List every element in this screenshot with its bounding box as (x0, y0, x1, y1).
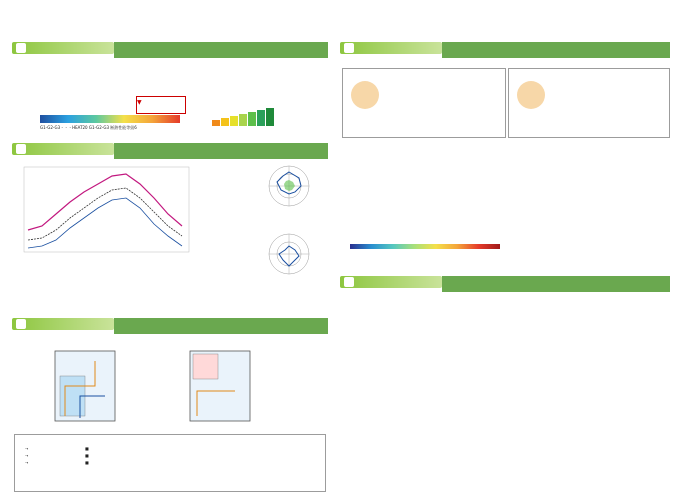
window-icon (16, 319, 26, 329)
weather-icon (16, 144, 26, 154)
overview-desc (114, 42, 328, 58)
ua-scale-ticks: G1-G2-G3・・・HEAT20 G1-G2-G3 断熱性能等級6 (40, 125, 137, 130)
vent-header (12, 318, 114, 330)
floor2-plan (185, 346, 255, 426)
ua-scale-bar (40, 115, 180, 123)
down-arrow-icon: ▼ (137, 99, 142, 106)
overview-header (12, 42, 114, 54)
comfort-header (340, 42, 442, 54)
monthly-chart (345, 416, 665, 496)
light-header (340, 276, 442, 288)
climate-header (12, 143, 114, 155)
climate-desc (114, 143, 328, 159)
heatmap-1f (350, 150, 470, 222)
cold-face-icon (351, 81, 379, 109)
thermometer-icon (344, 43, 354, 53)
wind-rose-aug (265, 230, 313, 278)
hot-face-icon (517, 81, 545, 109)
wind-rose-jan (265, 162, 313, 210)
comfort-desc (442, 42, 670, 58)
building-icon (16, 43, 26, 53)
light-desc (442, 276, 670, 292)
climate-chart (14, 162, 204, 272)
summer-box (508, 68, 670, 138)
temp-colorbar (350, 244, 500, 249)
winter-box (342, 68, 506, 138)
vent-legend-box: → → → ■ ■ ■ (14, 434, 326, 492)
coin-icon (344, 277, 354, 287)
floor1-plan (50, 346, 120, 426)
ua-callout (136, 96, 186, 114)
vent-desc (114, 318, 328, 334)
heatmap-2f (520, 150, 640, 222)
grade-scale (212, 106, 324, 134)
